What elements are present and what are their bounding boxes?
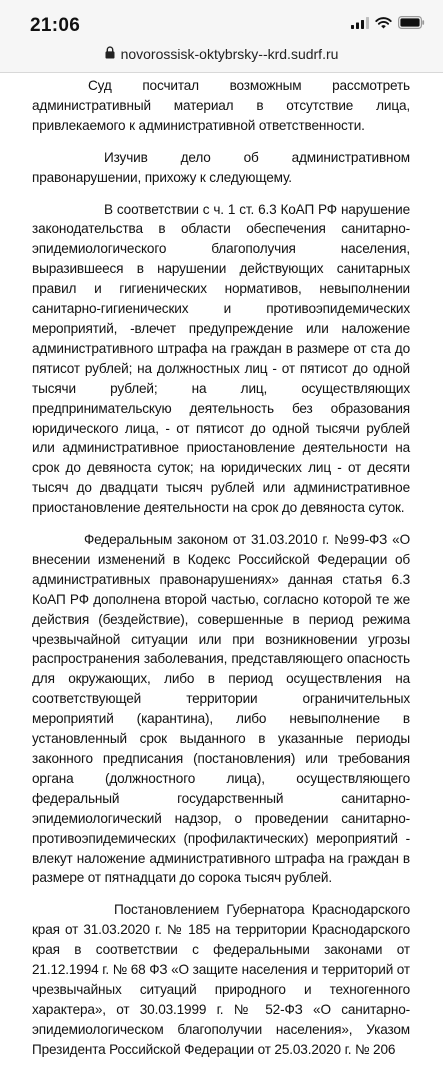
paragraph-5: Постановлением Губернатора Краснодарского края от 31.03.2020 г. № 185 на территории Краснодарского края в соответствии с федеральными законами от 21.12.1994 г. № 68 ФЗ «О защите населения и территорий от чрезвычайных ситуаций природного и техногенного характера», от 30.03.1999 г. № 52-ФЗ «О санитарно-эпидемиологическом благополучии населения», Указом Президента Российской Федерации от 25.03.2020 г. № 206	[32, 902, 410, 1057]
status-time: 21:06	[30, 15, 81, 36]
signal-icon	[351, 16, 369, 34]
url-text: novorossisk-oktybrsky--krd.sudrf.ru	[120, 46, 339, 62]
document-body	[32, 73, 410, 1072]
battery-icon	[398, 16, 425, 34]
url-display[interactable]	[0, 46, 443, 62]
paragraph-4: Федеральным законом от 31.03.2010 г. №99-ФЗ «О внесении изменений в Кодекс Российской Федерации об административных правонарушениях» данная статья 6.3 КоАП РФ дополнена второй частью, согласно которой те же действия (бездействие), совершенные в период режима чрезвычайной ситуации или при возникновении угрозы распространения заболевания, представляющего опасность для окружающих, либо в период осуществления на соответствующей территории ограничительных мероприятий (карантина), либо невыполнение в установленный срок выданного в указанные периоды законного предписания (постановления) или требования органа (должностного лица), осуществляющего федеральный государственный санитарно-эпидемиологический надзор, о проведении санитарно-противоэпидемических (профилактических) мероприятий - влекут наложение административного штрафа на граждан в размере от пятнадцати до сорока тысяч рублей.	[32, 532, 410, 886]
document-viewport[interactable]	[0, 73, 443, 1057]
wifi-icon	[375, 16, 392, 34]
paragraph-2: Изучив дело об административном правонарушении, прихожу к следующему.	[32, 149, 410, 185]
address-bar[interactable]	[0, 40, 443, 73]
paragraph-1: Суд посчитал возможным рассмотреть административный материал в отсутствие лица, привлекаемого к административной ответственности.	[32, 78, 410, 133]
status-icons	[351, 16, 425, 34]
paragraph-3: В соответствии с ч. 1 ст. 6.3 КоАП РФ нарушение законодательства в области обеспечения санитарно-эпидемиологического благополучия населения, выразившееся в нарушении действующих санитарных правил и гигиенических нормативов, невыполнении санитарно-гигиенических и противоэпидемических мероприятий, -влечет предупреждение или наложение административного штрафа на граждан в размере от ста до пятисот рублей; на должностных лиц - от пятисот до одной тысячи рублей; на лиц, осуществляющих предпринимательскую деятельность без образования юридического лица, - от пятисот до одной тысячи рублей или административное приостановление деятельности на срок до девяноста суток; на юридических лиц - от десяти тысяч до двадцати тысяч рублей или административное приостановление деятельности на срок до девяноста суток.	[32, 201, 410, 516]
status-bar	[0, 0, 443, 40]
lock-icon	[105, 46, 115, 62]
